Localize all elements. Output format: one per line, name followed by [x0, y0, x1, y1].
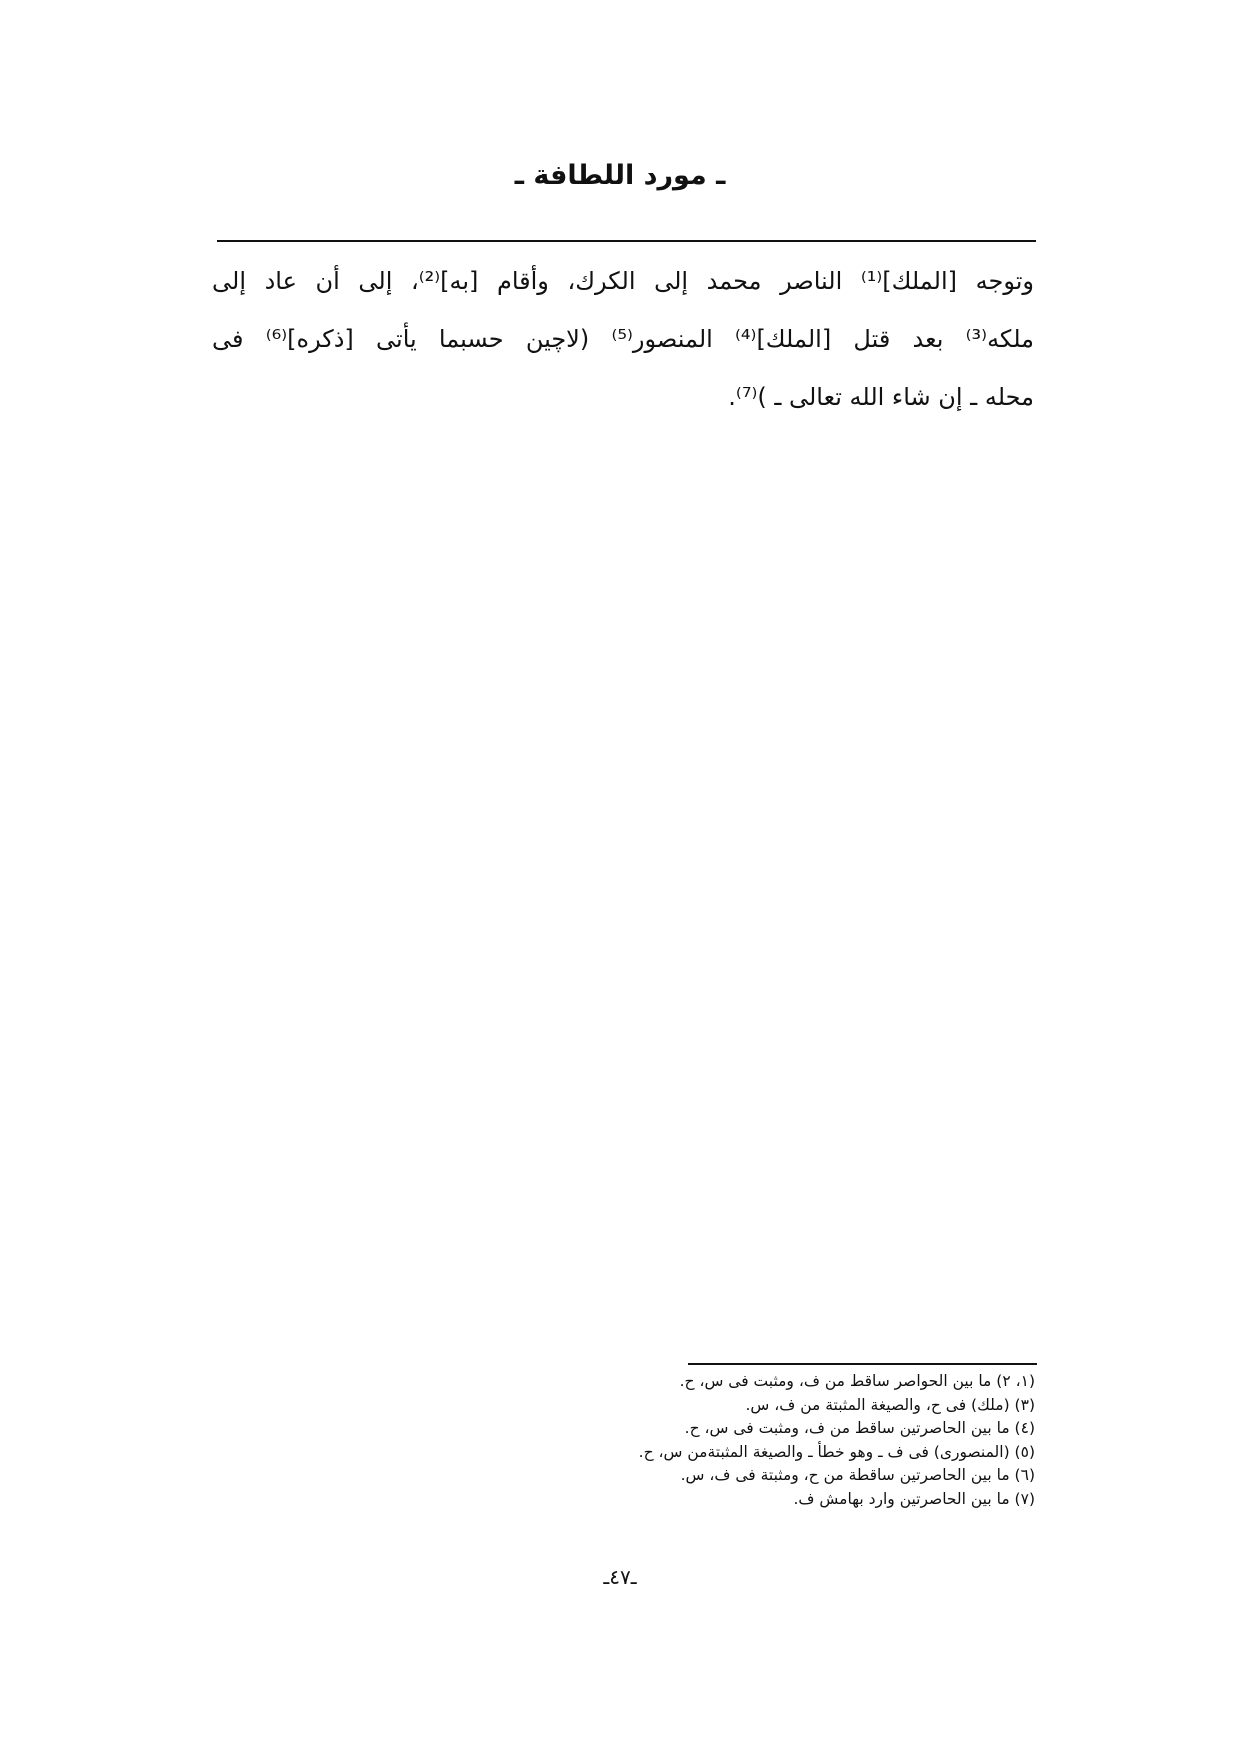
footnote: (٦) ما بين الحاصرتين ساقطة من ح، ومثبتة فى ف، س.: [680, 1466, 1035, 1484]
footnotes: [639, 1370, 1035, 1511]
text-line: وتوجه [الملك]⁽¹⁾ الناصر محمد إلى الكرك، وأقام [به]⁽²⁾، إلى أن عاد إلى: [212, 267, 1034, 295]
text-line: ملكه⁽³⁾ بعد قتل [الملك]⁽⁴⁾ المنصور⁽⁵⁾ (لاچين حسبما يأتى [ذكره]⁽⁶⁾ فى: [212, 325, 1034, 353]
footnote: (٥) (المنصورى) فى ف ـ وهو خطأ ـ والصيغة المثبتةمن س، ح.: [638, 1442, 1035, 1461]
page-number: ـ٤٧ـ: [603, 1565, 637, 1589]
header-divider: [217, 240, 1036, 242]
text-line: محله ـ إن شاء الله تعالى ـ )⁽⁷⁾.: [728, 383, 1034, 411]
main-text: [212, 252, 1034, 426]
footnote-divider: [688, 1363, 1037, 1365]
footnote: (١، ٢) ما بين الحواصر ساقط من ف، ومثبت فى س، ح.: [679, 1372, 1035, 1390]
running-header: ـ مورد اللطافة ـ: [514, 160, 726, 191]
footnote: (٣) (ملك) فى ح، والصيغة المثبتة من ف، س.: [745, 1395, 1035, 1414]
footnote: (٤) ما بين الحاصرتين ساقط من ف، ومثبت فى س، ح.: [684, 1419, 1035, 1437]
footnote: (٧) ما بين الحاصرتين وارد بهامش ف.: [793, 1489, 1035, 1508]
